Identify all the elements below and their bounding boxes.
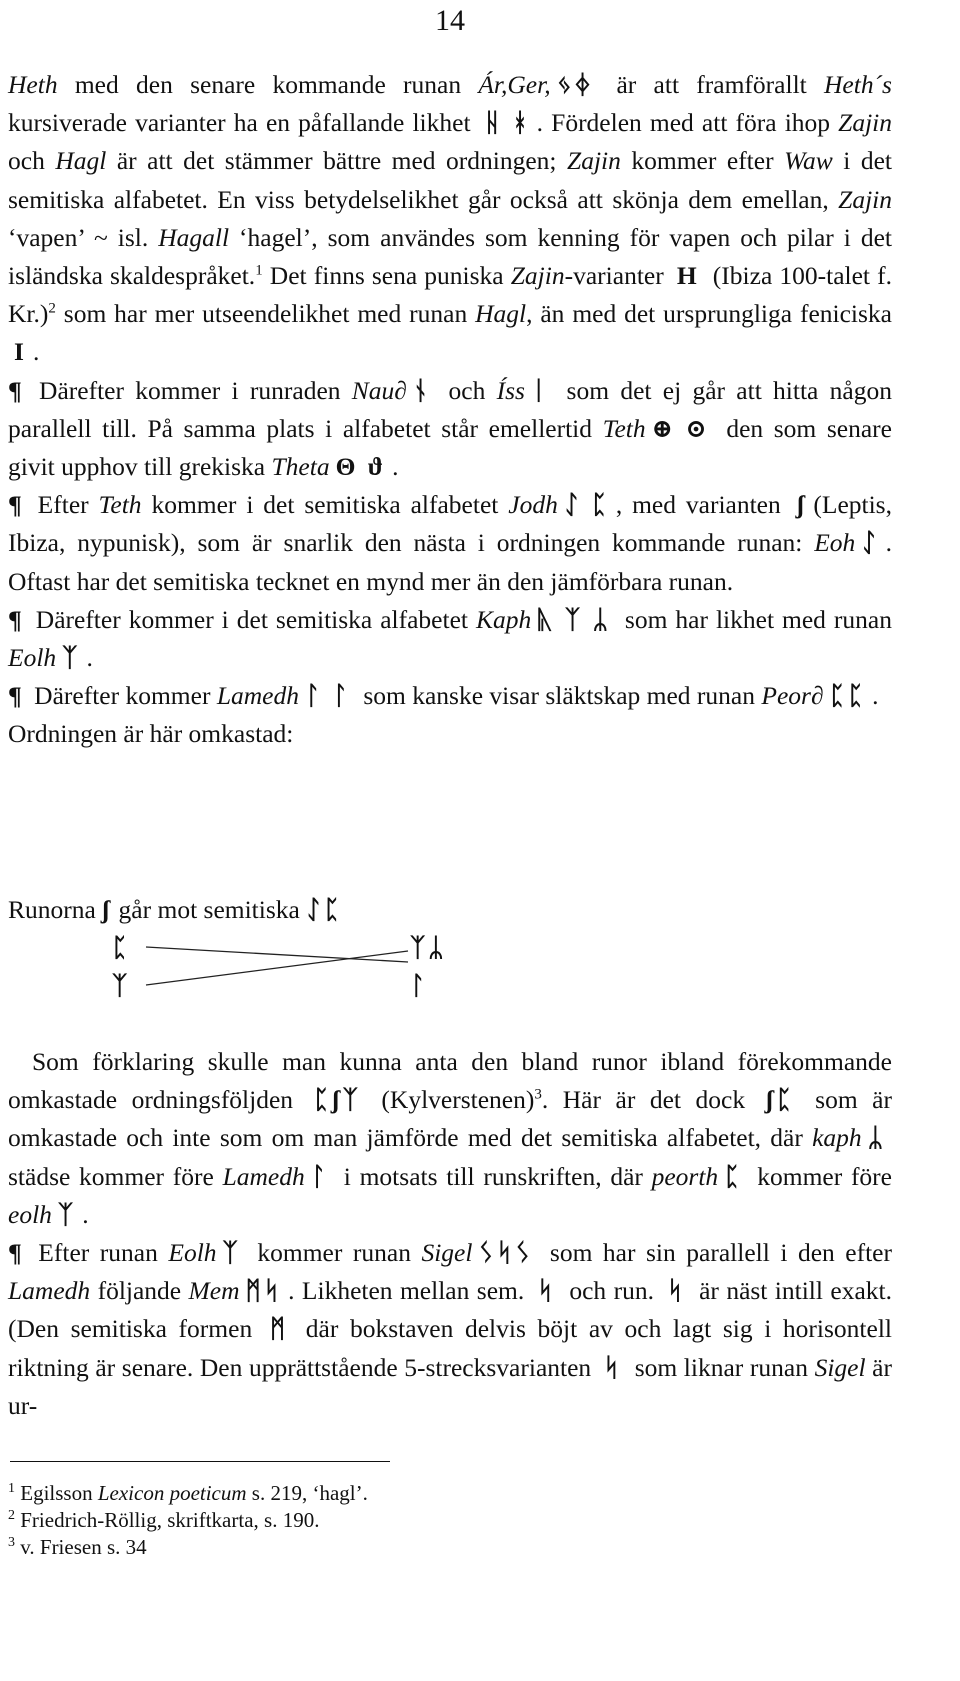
semitic-glyph: ᛗ xyxy=(269,1314,289,1344)
semitic-glyph: ᛚ ᛚ xyxy=(305,681,351,711)
semitic-glyph: ᚣ ᛉ ᛦ xyxy=(537,604,611,634)
rune-glyph: ᛉ xyxy=(112,971,131,1000)
paragraph-naud: ¶ Därefter kommer i runraden Nau∂ ᚾ och Íss ᛁ som det ej går att hitta någon parallell till. På samma plats i alfabetet står emellertid Teth ⊕ ⊙ den som senare givit upphov till grekiska Theta Θ ϑ . xyxy=(8,372,892,487)
page-number: 14 xyxy=(435,4,465,37)
rune-glyph: ᛁ xyxy=(530,375,550,405)
rune-glyph: ᚾ xyxy=(412,375,432,405)
footnote-ref: 3 xyxy=(534,1086,542,1103)
term: Heth xyxy=(8,70,58,99)
paragraph-kaph: ¶ Därefter kommer i det semitiska alfabetet Kaph ᚣ ᛉ ᛦ som har likhet med runan Eolh ᛉ . xyxy=(8,601,892,677)
semitic-glyph: ᛉᛦ xyxy=(410,933,447,962)
rune-glyph: ᛇ xyxy=(861,528,880,558)
pilcrow-icon: ¶ xyxy=(8,375,22,405)
rune-glyph: ʃ xyxy=(101,895,113,924)
semitic-glyph: ᛋ xyxy=(537,1276,556,1306)
footnote-ref: 1 xyxy=(255,262,263,279)
order-diagram xyxy=(8,895,888,1015)
semitic-glyph: I xyxy=(14,337,27,367)
semitic-glyph: ᛗᛋ xyxy=(245,1276,283,1306)
paragraph-forklaring: Som förklaring skulle man kunna anta den bland runor ibland förekommande omkastade ordningsföljden ᛈʃᛉ (Kylverstenen)$^3$. Här är det dock ʃᛈ som är omkastade och inte som om man jämförde med det semitiska alfabetet, där kaph ᛦ städse kommer före Lamedh ᛚ i motsats till runskriften, där peorth ᛈ kommer före eolh ᛉ . xyxy=(8,1043,892,1234)
semitic-glyph: ʃ xyxy=(796,490,808,520)
rune-glyph: ʃᛈ xyxy=(765,1085,795,1115)
body-text xyxy=(8,66,892,754)
semitic-glyph: H xyxy=(676,261,700,291)
body-text-2 xyxy=(8,1043,892,1425)
semitic-glyph: ᚺ ᚼ xyxy=(484,108,531,138)
semitic-glyph: ᛇᛈ xyxy=(305,895,343,924)
footnote-ref: 2 xyxy=(48,300,56,317)
semitic-glyph: ᛚ xyxy=(310,1161,330,1191)
rune-glyph: ᛈ xyxy=(724,1161,743,1191)
rune-glyph: ᛉ xyxy=(62,643,81,673)
footnote-divider xyxy=(10,1461,390,1462)
pilcrow-icon: ¶ xyxy=(8,1238,22,1268)
pilcrow-icon: ¶ xyxy=(8,681,22,711)
rune-glyph: ᛃᛄ xyxy=(556,70,594,99)
pilcrow-icon: ¶ xyxy=(8,490,22,520)
rune-glyph: ᛉ xyxy=(57,1199,77,1229)
rune-glyph: ᛈʃᛉ xyxy=(313,1085,361,1115)
paragraph-omkastad: Ordningen är här omkastad: xyxy=(8,719,294,749)
paragraph-lamedh: ¶ Därefter kommer Lamedh ᛚ ᛚ som kanske visar släktskap med runan Peor∂ ᛈᛈ . xyxy=(8,677,892,715)
rune-glyph: ᛈ xyxy=(112,933,131,962)
footnote-1: $^1$ Egilsson Lexicon poeticum s. 219, ‘hagl’. xyxy=(8,1481,368,1505)
footnotes xyxy=(8,1480,368,1561)
paragraph-sigel: ¶ Efter runan Eolh ᛉ kommer runan Sigel ᛊᛋᛊ som har sin parallell i den efter Lamedh följande Mem ᛗᛋ . Likheten mellan sem. ᛋ och run. ᛋ är näst intill exakt. (Den semitiska formen ᛗ där bokstaven delvis böjt av och lagt sig i horisontell riktning är senare. Den upprättstående 5-strecksvarianten ᛋ som liknar runan Sigel är ur- xyxy=(8,1234,892,1425)
pilcrow-icon: ¶ xyxy=(8,604,22,634)
paragraph-heth: Heth med den senare kommande runan Ár,Ger, ᛃᛄ är att framförallt Heth´s kursiverade varianter ha en påfallande likhet ᚺ ᚼ . Fördelen med att föra ihop Zajin och Hagl är att det stämmer bättre med ordningen; Zajin kommer efter Waw i det semitiska alfabetet. En viss betydelselikhet går också att skönja dem emellan, Zajin ‘vapen’ ~ isl. Hagall ‘hagel’, som användes som kenning för vapen och pilar i det isländska skaldespråket.$^1$ Det finns sena puniska Zajin-varianter H (Ibiza 100-talet f. Kr.)$^2$ som har mer utseendelikhet med runan Hagl, än med det ursprungliga feniciska I . xyxy=(8,66,892,372)
footnote-2: $^2$ Friedrich-Röllig, skriftkarta, s. 190. xyxy=(8,1508,320,1532)
rune-glyph: ᛈᛈ xyxy=(829,681,867,711)
rune-glyph: ᛉ xyxy=(222,1238,241,1268)
semitic-glyph: ᛚ xyxy=(410,971,429,1000)
term: Ár,Ger, xyxy=(478,70,551,99)
rune-glyph: ᛊᛋᛊ xyxy=(478,1238,534,1268)
semitic-glyph: ᛦ xyxy=(867,1123,886,1153)
semitic-glyph: ⊕ ⊙ xyxy=(651,413,710,443)
greek-glyph: Θ ϑ xyxy=(335,452,387,482)
rune-glyph: ᛋ xyxy=(667,1276,686,1306)
semitic-glyph: ᛋ xyxy=(603,1352,623,1382)
diagram-row-top: Runorna ʃ går mot semitiska ᛇᛈ xyxy=(8,895,343,924)
term: Heth´s xyxy=(824,70,892,99)
semitic-glyph: ᛇ ᛈ xyxy=(563,490,610,520)
paragraph-jodh: ¶ Efter Teth kommer i det semitiska alfabetet Jodh ᛇ ᛈ , med varianten ʃ (Leptis, Ibiza, nypunisk), som är snarlik den nästa i ordningen kommande runan: Eoh ᛇ . Oftast har det semitiska tecknet en mynd mer än den jämförbara runan. xyxy=(8,486,892,601)
footnote-3: $^3$ v. Friesen s. 34 xyxy=(8,1535,147,1559)
